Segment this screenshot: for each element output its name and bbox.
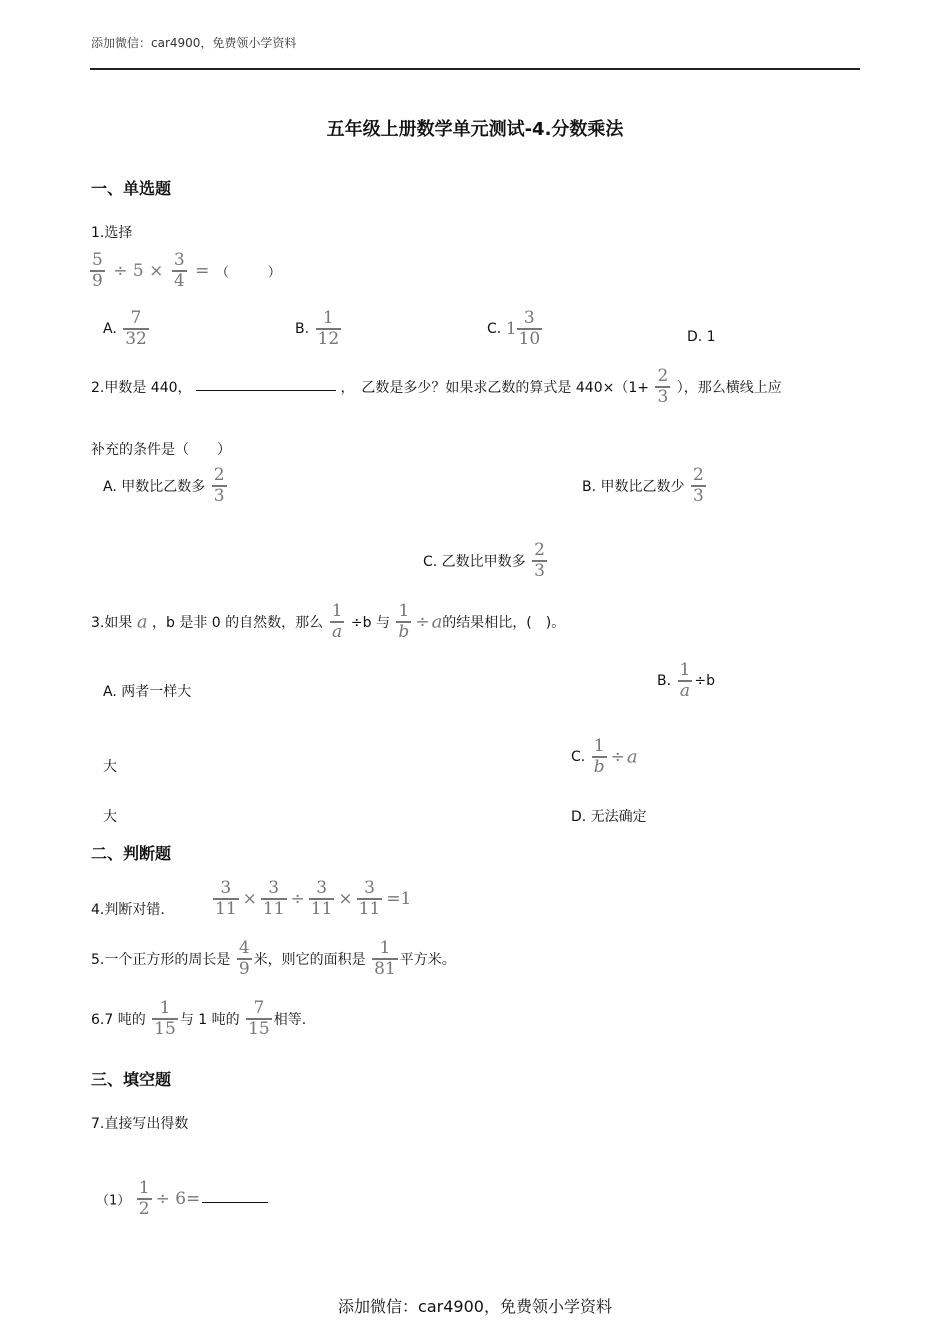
question-text: 6.7 吨的 [91, 1011, 146, 1028]
option-label: A. [103, 320, 117, 337]
fraction: $\frac{3}{11}$ [358, 878, 381, 919]
variable-a: a [431, 611, 443, 633]
fraction: $\frac{1}{2}$ [138, 1178, 150, 1219]
question-7-label: 7.直接写出得数 [91, 1116, 189, 1132]
section-heading-fill-in: 三、填空题 [91, 1070, 172, 1089]
header-divider [90, 68, 860, 70]
times-sign: × [338, 888, 353, 909]
question-text: 3.如果 [91, 614, 133, 631]
question-1-option-b[interactable] [295, 310, 343, 348]
fraction: $\frac{1}{a}$ [679, 660, 691, 701]
answer-blank[interactable] [196, 390, 336, 391]
fraction: $\frac{2}{3}$ [692, 465, 704, 506]
option-text: A. 甲数比乙数多 [103, 478, 206, 495]
question-text: 与 1 吨的 [179, 1011, 240, 1028]
division-sign: ÷ [415, 611, 430, 632]
answer-paren: （ ） [215, 265, 281, 281]
fraction: $\frac{7}{32}$ [125, 308, 147, 349]
question-1-label: 1.选择 [91, 225, 133, 241]
question-1-expression [88, 252, 281, 290]
option-label: B. [295, 320, 310, 337]
question-4-label: 4.判断对错. [91, 902, 165, 918]
mixed-number-whole: 1 [505, 318, 517, 339]
question-3-option-b[interactable] [657, 662, 715, 700]
page-title: 五年级上册数学单元测试-4.分数乘法 [326, 119, 624, 140]
section-heading-true-false: 二、判断题 [91, 844, 172, 863]
question-3-option-d[interactable]: D. 无法确定 [571, 809, 647, 825]
question-1-option-a[interactable] [103, 310, 151, 348]
equals-sign: = [195, 260, 210, 281]
answer-blank[interactable] [202, 1202, 268, 1203]
question-7-item-1 [96, 1180, 268, 1218]
question-2-option-b[interactable] [582, 467, 708, 505]
fraction: $\frac{3}{11}$ [215, 878, 237, 919]
times-sign: × [242, 888, 257, 909]
question-3-option-c[interactable] [571, 738, 638, 776]
item-label: （1） [96, 1193, 131, 1209]
operator: ÷ 5 × [113, 260, 164, 281]
fraction: $\frac{3}{10}$ [518, 308, 541, 349]
fraction: $\frac{7}{15}$ [248, 998, 270, 1039]
fraction: $\frac{2}{3}$ [534, 540, 545, 581]
question-text: 平方米。 [399, 951, 456, 968]
question-2-line-1 [91, 368, 782, 406]
operator: ÷ 6= [155, 1188, 201, 1209]
option-label: C. [571, 748, 586, 765]
question-3-stem [91, 603, 565, 641]
division-sign: ÷ [610, 746, 625, 767]
question-text: ），那么横线上应 [676, 379, 782, 396]
result: =1 [386, 888, 412, 909]
question-text: 相等. [273, 1011, 307, 1028]
question-2-option-c[interactable] [423, 542, 549, 580]
fraction: $\frac{1}{b}$ [593, 736, 605, 777]
question-text: 2.甲数是 440， [91, 379, 192, 396]
option-text: B. 甲数比乙数少 [582, 478, 685, 495]
variable-a: a [626, 746, 638, 768]
question-4-expression [211, 880, 413, 918]
question-1-option-c[interactable] [487, 310, 544, 348]
option-label: B. [657, 672, 672, 689]
division-sign: ÷ [290, 888, 305, 909]
fraction: $\frac{2}{3}$ [657, 366, 669, 407]
header-note: 添加微信：car4900，免费领小学资料 [91, 36, 297, 50]
fraction: $\frac{1}{81}$ [374, 938, 396, 979]
question-text: ， 乙数是多少？如果求乙数的算式是 440×（1+ [340, 379, 649, 396]
question-2-option-a[interactable] [103, 467, 229, 505]
section-heading-single-choice: 一、单选题 [91, 179, 172, 198]
question-text: 5.一个正方形的周长是 [91, 951, 231, 968]
question-text: 米，则它的面积是 [253, 951, 366, 968]
fraction: $\frac{1}{15}$ [154, 998, 176, 1039]
fraction: $\frac{1}{b}$ [398, 601, 410, 642]
question-text: 的结果相比，( )。 [442, 614, 566, 631]
question-text: ，b 是非 0 的自然数，那么 [152, 614, 324, 631]
question-2-line-2: 补充的条件是（ ） [91, 442, 231, 458]
question-3-option-b-continued: 大 [103, 759, 117, 775]
fraction: $\frac{3}{4}$ [173, 250, 185, 291]
option-text: ÷b [694, 672, 715, 689]
fraction: $\frac{1}{a}$ [331, 601, 343, 642]
footer-note: 添加微信：car4900，免费领小学资料 [338, 1297, 612, 1316]
fraction: $\frac{1}{12}$ [317, 308, 340, 349]
question-5 [91, 940, 456, 978]
question-3-option-a[interactable]: A. 两者一样大 [103, 684, 192, 700]
fraction: $\frac{2}{3}$ [213, 465, 225, 506]
fraction: $\frac{3}{11}$ [262, 878, 285, 919]
question-3-option-c-continued: 大 [103, 809, 117, 825]
fraction: $\frac{5}{9}$ [92, 250, 103, 291]
fraction: $\frac{3}{11}$ [310, 878, 333, 919]
question-1-option-d[interactable]: D. 1 [687, 329, 716, 345]
question-text: ÷b 与 [350, 614, 390, 631]
fraction: $\frac{4}{9}$ [238, 938, 250, 979]
option-text: C. 乙数比甲数多 [423, 553, 526, 570]
variable-a: a [136, 611, 148, 633]
option-label: C. [487, 320, 502, 337]
question-6 [91, 1000, 306, 1038]
